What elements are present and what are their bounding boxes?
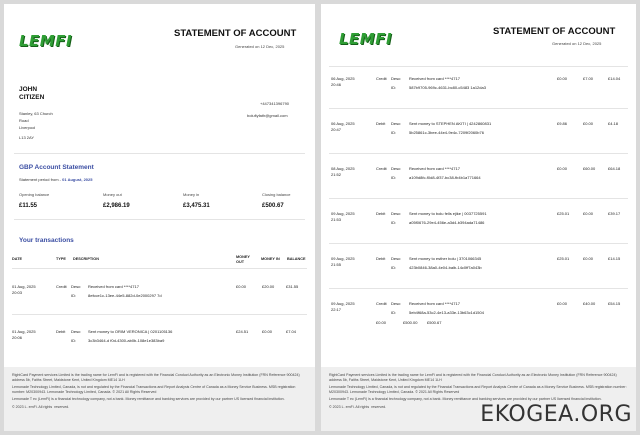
row-id-label: ID: xyxy=(391,220,397,225)
row-desc-label: Desc: xyxy=(71,329,82,334)
row-type: Credit xyxy=(376,76,387,81)
row-money-in: £20.00 xyxy=(262,284,275,289)
row-date: 08 Aug, 2025 xyxy=(331,166,355,171)
row-balance: £7.04 xyxy=(286,329,297,334)
row-type: Debit xyxy=(376,256,386,261)
row-time: 22:17 xyxy=(331,307,342,312)
row-date: 06 Aug, 2025 xyxy=(331,76,355,81)
address-line-2: Road xyxy=(19,118,29,123)
row-balance: £54.15 xyxy=(608,301,621,306)
row-type: Debit xyxy=(56,329,66,334)
row-time: 21:52 xyxy=(331,172,342,177)
row-id-label: ID: xyxy=(71,293,77,298)
divider xyxy=(329,66,628,67)
row-money-out: £9.86 xyxy=(557,121,568,126)
generated-date: Generated on 12 Dec, 2025 xyxy=(235,44,285,49)
divider xyxy=(329,153,628,154)
row-id: 5b25861c-3bee-44e4-9e4c-7209f2060b76 xyxy=(409,130,484,135)
address-line-3: Liverpool xyxy=(19,125,36,130)
money-in-value: £3,475.31 xyxy=(183,203,210,209)
row-time: 20:03 xyxy=(12,290,23,295)
row-date: 01 Aug, 2025 xyxy=(12,329,36,334)
divider xyxy=(329,288,628,289)
row-time: 21:53 xyxy=(331,217,342,222)
row-money-in: £60.00 xyxy=(583,166,596,171)
row-desc-label: Desc: xyxy=(391,121,402,126)
row-money-out: £0.00 xyxy=(557,301,568,306)
divider xyxy=(14,219,305,220)
footer-paragraph: RightCard Payment services Limited is the trading name for LemFi and is registered with the Financial Conduct Authority as an Electronic Money Institution (FRN Reference 900424) address 5b, Faiths Street, Maidstone Kent, United Kingdom ME14 1LH xyxy=(12,373,300,382)
row-id: 5eb4f68a-53c2-4e13-a33e-13b63c1d1504 xyxy=(409,310,484,315)
customer-first-name: JOHN xyxy=(19,86,38,93)
row-id-label: ID: xyxy=(391,175,397,180)
row-type: Debit xyxy=(376,211,386,216)
opening-balance-value: £11.55 xyxy=(19,203,38,209)
row-type: Credit xyxy=(376,166,387,171)
row-id: a109d8fc-f0d8-4f37-bc38-fb4b1a771664 xyxy=(409,175,481,180)
row-id-label: ID: xyxy=(71,338,77,343)
total-money-out: £0.00 xyxy=(376,320,387,325)
row-description: Sent money to STEPHEN AKITI | 4242860831 xyxy=(409,121,492,126)
money-out-value: £2,986.19 xyxy=(103,203,130,209)
divider xyxy=(329,243,628,244)
divider xyxy=(12,314,307,315)
row-description: Received from card ****4717 xyxy=(88,284,139,289)
row-description: Received from card ****4717 xyxy=(409,166,460,171)
row-money-in: £0.00 xyxy=(583,256,594,261)
row-date: 01 Aug, 2025 xyxy=(12,284,36,289)
row-desc-label: Desc: xyxy=(391,166,402,171)
row-date: 09 Aug, 2025 xyxy=(331,256,355,261)
footer-paragraph: Lemonade T ec (LemFi) is a financial technology company, not a bank. Money remittance and banking services are provided by our partner US licensed financial institution. xyxy=(329,397,602,402)
row-id: 8efcce1c-13ee-44e5-882d-0e2000297 7d xyxy=(88,293,162,298)
row-date: 09 Aug, 2025 xyxy=(331,211,355,216)
row-id-label: ID: xyxy=(391,130,397,135)
row-balance: £39.17 xyxy=(608,211,621,216)
row-money-out: £25.01 xyxy=(557,256,570,261)
row-balance: £14.04 xyxy=(608,76,621,81)
col-header-date: DATE xyxy=(12,257,23,261)
row-time: 20:47 xyxy=(331,127,342,132)
row-money-out: £0.00 xyxy=(236,284,247,289)
row-money-out: £0.00 xyxy=(557,76,568,81)
row-desc-label: Desc: xyxy=(391,301,402,306)
row-money-in: £7.00 xyxy=(583,76,594,81)
total-balance: £500.67 xyxy=(427,320,442,325)
col-header-type: TYPE xyxy=(56,257,66,261)
footer-paragraph: Lemonade T ec (LemFi) is a financial technology company, not a bank. Money remittance and banking services are provided by our partner US licensed financial institution. xyxy=(12,397,285,402)
footer-copyright: © 2023 L. emFi. All rights reserved. xyxy=(329,404,387,409)
row-id-label: ID: xyxy=(391,85,397,90)
generated-date: Generated on 12 Dec, 2025 xyxy=(552,41,602,46)
row-desc-label: Desc: xyxy=(71,284,82,289)
col-header-money-in: MONEY IN xyxy=(261,257,280,261)
lemfi-logo: LEMFI xyxy=(19,32,73,50)
row-money-in: £0.00 xyxy=(262,329,273,334)
row-description: Sent money to ORIM VERONICA | 0201105136 xyxy=(88,329,173,334)
watermark: EKOGEA.ORG xyxy=(480,402,632,427)
summary-label: Closing balance xyxy=(262,192,291,197)
row-type: Credit xyxy=(56,284,67,289)
statement-page-2 xyxy=(321,4,636,431)
footer-paragraph: Lemonade Technology Limited, Canada, is not and regulated by the Financial Transactions and Report Analysis Centre of Canada as a Money Service Business. MSB registration number: M20300943. Lemonade Technology Limited, Canada. © 2021 All Rights Reserved xyxy=(329,385,627,394)
row-balance: £31.55 xyxy=(286,284,299,289)
row-time: 20:46 xyxy=(331,82,342,87)
statement-page-1 xyxy=(4,4,315,431)
divider xyxy=(329,108,628,109)
row-date: 06 Aug, 2025 xyxy=(331,121,355,126)
transactions-heading: Your transactions xyxy=(19,237,74,244)
lemfi-logo: LEMFI xyxy=(339,30,393,48)
row-time: 21:55 xyxy=(331,262,342,267)
row-money-in: £0.00 xyxy=(583,211,594,216)
row-description: Sent money to esther bolu | 3701066345 xyxy=(409,256,482,261)
footer-copyright: © 2023 L. emFi. All rights reserved. xyxy=(12,404,70,409)
customer-email: bolufiyfath@gmail.com xyxy=(247,113,288,118)
col-header-description: DESCRIPTION xyxy=(73,257,99,261)
col-header-money-out: MONEY xyxy=(236,255,250,259)
row-id: a05f0676-29e4-456e-a3d4-b394ada71486 xyxy=(409,220,485,225)
address-line-1: Stanley, 63 Church xyxy=(19,111,53,116)
row-type: Debit xyxy=(376,121,386,126)
total-money-in: £500.00 xyxy=(403,320,418,325)
col-header-balance: BALANCE xyxy=(287,257,306,261)
row-id: 587b9705-969c-4631-bc80-c5483 1a12da3 xyxy=(409,85,486,90)
row-time: 20:06 xyxy=(12,335,23,340)
divider xyxy=(12,268,307,269)
summary-label: Money out xyxy=(103,192,122,197)
row-id-label: ID: xyxy=(391,265,397,270)
row-balance: £4.18 xyxy=(608,121,619,126)
row-description: Received from card ****4717 xyxy=(409,76,460,81)
row-desc-label: Desc: xyxy=(391,211,402,216)
summary-label: Opening balance xyxy=(19,192,50,197)
customer-last-name: CITIZEN xyxy=(19,94,45,101)
statement-title: STATEMENT OF ACCOUNT xyxy=(493,26,616,37)
footer-paragraph: RightCard Payment services Limited is the trading name for LemFi and is registered with the Financial Conduct Authority as an Electronic Money Institution (FRN Reference 900424) address 5b, Faiths Street, Maidstone Kent, United Kingdom ME14 1LH xyxy=(329,373,617,382)
row-money-out: £24.51 xyxy=(236,329,249,334)
account-heading: GBP Account Statement xyxy=(19,164,94,171)
row-date: 09 Aug, 2025 xyxy=(331,301,355,306)
row-money-in: £0.00 xyxy=(583,121,594,126)
row-type: Credit xyxy=(376,301,387,306)
row-money-out: £25.01 xyxy=(557,211,570,216)
statement-period: Statement period from - 01 August, 2025 xyxy=(19,177,93,182)
row-id: 423b0846-38a0-4e04-balb-14c0ff7a043b xyxy=(409,265,482,270)
row-desc-label: Desc: xyxy=(391,256,402,261)
row-description: Received from card ****4717 xyxy=(409,301,460,306)
col-header-money-out: OUT xyxy=(236,260,245,264)
customer-phone: +447341396790 xyxy=(260,101,290,106)
summary-label: Money in xyxy=(183,192,200,197)
divider xyxy=(14,153,305,154)
row-description: Sent money to bolu fells ejike | 0037725591 xyxy=(409,211,487,216)
row-balance: £14.15 xyxy=(608,256,621,261)
row-id: 3c3b3464-d f0d-4300-ab0b-108e1e383ba9 xyxy=(88,338,165,343)
divider xyxy=(329,198,628,199)
closing-balance-value: £500.67 xyxy=(262,203,284,209)
row-money-out: £0.00 xyxy=(557,166,568,171)
address-postcode: L13 2AY xyxy=(19,135,35,140)
page-footer xyxy=(4,367,315,431)
row-id-label: ID: xyxy=(391,310,397,315)
footer-paragraph: Lemonade Technology Limited, Canada, is not and regulated by the Financial Transactions and Report Analysis Centre of Canada as a Money Service Business. MSB registration number: M20300943. Lemonade Technology Limited, Canada. © 2021 All Rights Reserved xyxy=(12,385,296,394)
row-balance: £64.18 xyxy=(608,166,621,171)
row-desc-label: Desc: xyxy=(391,76,402,81)
row-money-in: £40.00 xyxy=(583,301,596,306)
statement-title: STATEMENT OF ACCOUNT xyxy=(174,28,297,39)
